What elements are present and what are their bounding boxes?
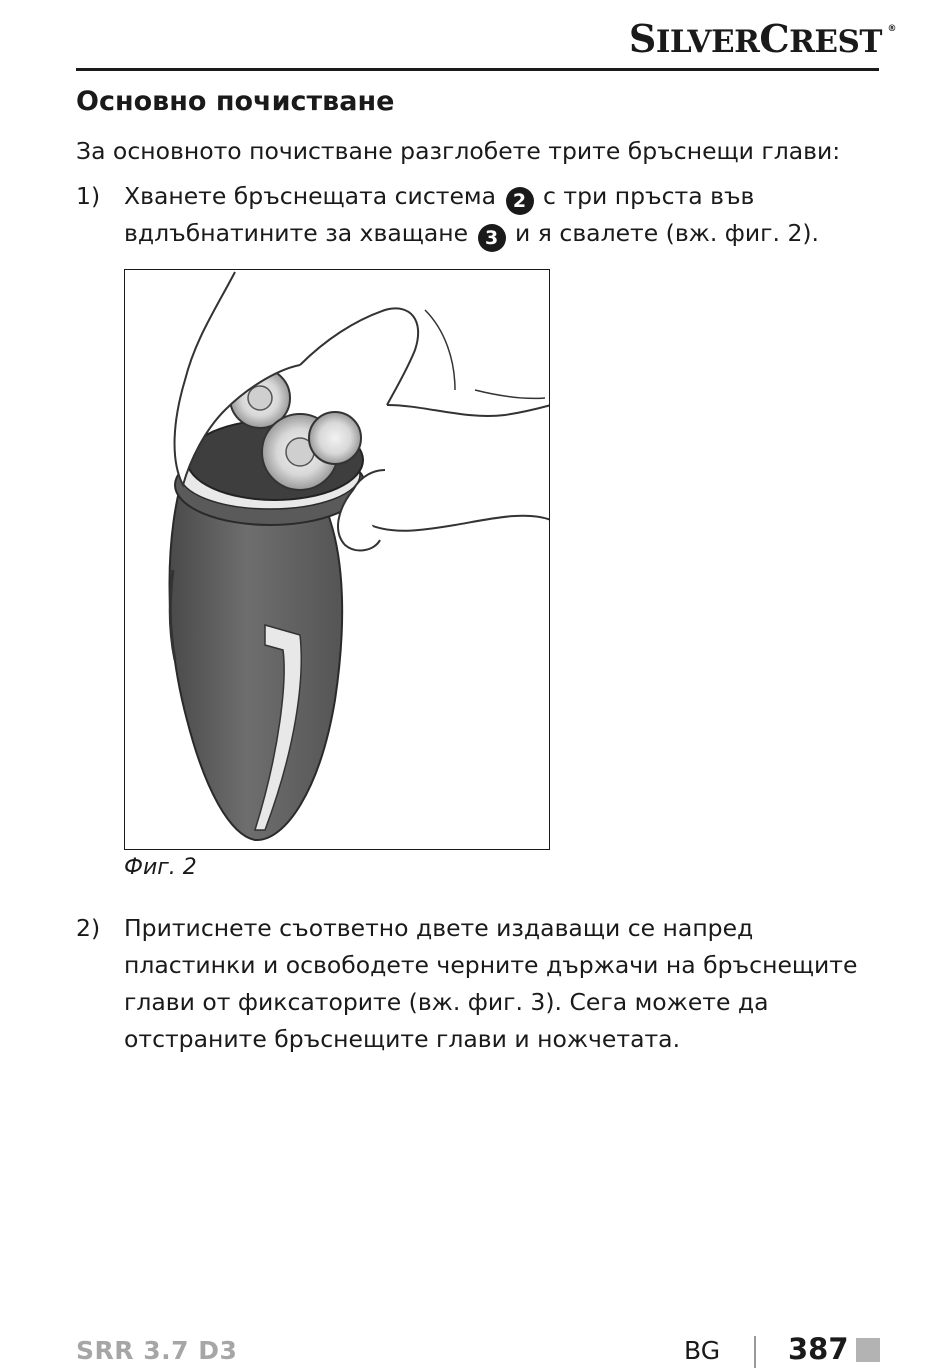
step-number: 1) [76, 182, 101, 210]
step-2 [76, 910, 886, 1058]
step-number: 2) [76, 914, 101, 942]
figure-caption: Фиг. 2 [124, 855, 197, 880]
figure-shaver-illustration [124, 269, 550, 850]
header-rule [76, 68, 879, 71]
footer-language: BG [684, 1336, 721, 1365]
shaver-in-hand-illustration [125, 270, 550, 850]
page-marker-square [856, 1338, 880, 1362]
step-text: Хванете бръснещата система 2 с три пръста във вдлъбнатините за хващане 3 и я свалете (вж. фиг. 2). [124, 178, 886, 252]
reference-number-badge: 3 [478, 224, 506, 252]
step-1 [76, 178, 886, 252]
intro-text: За основното почистване разглобете трите бръснещи глави: [76, 137, 841, 165]
registered-mark: ® [887, 24, 896, 34]
section-title: Основно почистване [76, 86, 395, 117]
page-number: 387 [788, 1332, 849, 1366]
step-text: Притиснете съответно двете издаващи се напред пластинки и освободете черните държачи на бръснещите глави от фиксаторите (вж. фиг. 3). Сега можете да отстраните бръснещите глави и ножчетата. [124, 914, 858, 1053]
brand-logo: SILVERCREST ® [628, 16, 896, 61]
footer-divider [754, 1336, 756, 1368]
reference-number-badge: 2 [506, 187, 534, 215]
footer-model-number: SRR 3.7 D3 [76, 1336, 238, 1365]
